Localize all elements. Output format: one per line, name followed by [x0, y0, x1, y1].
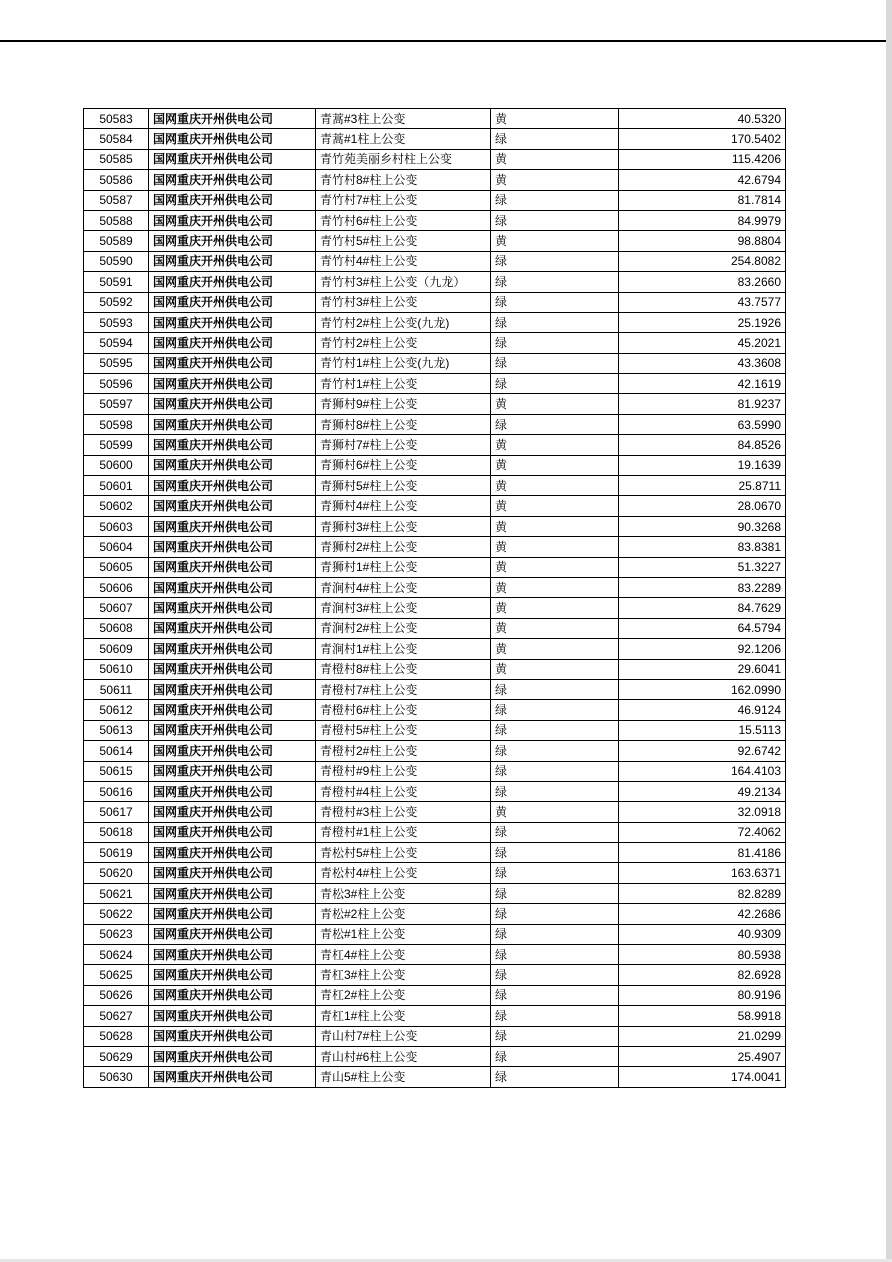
- cell-transformer-name: 青山5#柱上公变: [316, 1067, 491, 1087]
- cell-value: 170.5402: [619, 129, 786, 149]
- cell-company: 国网重庆开州供电公司: [149, 1067, 316, 1087]
- cell-company: 国网重庆开州供电公司: [149, 557, 316, 577]
- cell-status: 绿: [491, 1026, 619, 1046]
- cell-id: 50623: [84, 924, 149, 944]
- table-row: [84, 863, 786, 883]
- cell-id: 50611: [84, 679, 149, 699]
- cell-company: 国网重庆开州供电公司: [149, 700, 316, 720]
- table-row: [84, 679, 786, 699]
- cell-transformer-name: 青橙村#1柱上公变: [316, 822, 491, 842]
- cell-transformer-name: 青竹村8#柱上公变: [316, 170, 491, 190]
- cell-value: 43.7577: [619, 292, 786, 312]
- cell-id: 50600: [84, 455, 149, 475]
- cell-transformer-name: 青蒿#3柱上公变: [316, 109, 491, 129]
- cell-transformer-name: 青竹村2#柱上公变: [316, 333, 491, 353]
- cell-id: 50599: [84, 435, 149, 455]
- cell-company: 国网重庆开州供电公司: [149, 129, 316, 149]
- cell-value: 254.8082: [619, 251, 786, 271]
- cell-status: 绿: [491, 822, 619, 842]
- cell-value: 82.8289: [619, 883, 786, 903]
- cell-id: 50598: [84, 414, 149, 434]
- cell-value: 92.1206: [619, 639, 786, 659]
- table-row: [84, 210, 786, 230]
- cell-id: 50617: [84, 802, 149, 822]
- cell-value: 46.9124: [619, 700, 786, 720]
- cell-value: 28.0670: [619, 496, 786, 516]
- table-row: [84, 435, 786, 455]
- table-row: [84, 741, 786, 761]
- cell-value: 25.4907: [619, 1046, 786, 1066]
- cell-transformer-name: 青狮村6#柱上公变: [316, 455, 491, 475]
- cell-company: 国网重庆开州供电公司: [149, 109, 316, 129]
- cell-transformer-name: 青竹村4#柱上公变: [316, 251, 491, 271]
- cell-transformer-name: 青竹村3#柱上公变（九龙）: [316, 272, 491, 292]
- cell-transformer-name: 青杠3#柱上公变: [316, 965, 491, 985]
- cell-id: 50614: [84, 741, 149, 761]
- cell-status: 黄: [491, 394, 619, 414]
- table-row: [84, 781, 786, 801]
- table-row: [84, 1046, 786, 1066]
- cell-company: 国网重庆开州供电公司: [149, 659, 316, 679]
- cell-transformer-name: 青杠4#柱上公变: [316, 945, 491, 965]
- cell-company: 国网重庆开州供电公司: [149, 496, 316, 516]
- cell-id: 50625: [84, 965, 149, 985]
- cell-company: 国网重庆开州供电公司: [149, 1046, 316, 1066]
- cell-company: 国网重庆开州供电公司: [149, 210, 316, 230]
- cell-status: 绿: [491, 863, 619, 883]
- cell-id: 50610: [84, 659, 149, 679]
- cell-status: 绿: [491, 1006, 619, 1026]
- cell-transformer-name: 青狮村8#柱上公变: [316, 414, 491, 434]
- cell-value: 98.8804: [619, 231, 786, 251]
- cell-transformer-name: 青竹苑美丽乡村柱上公变: [316, 149, 491, 169]
- cell-company: 国网重庆开州供电公司: [149, 639, 316, 659]
- cell-value: 42.6794: [619, 170, 786, 190]
- cell-transformer-name: 青狮村7#柱上公变: [316, 435, 491, 455]
- cell-company: 国网重庆开州供电公司: [149, 863, 316, 883]
- cell-id: 50627: [84, 1006, 149, 1026]
- cell-value: 15.5113: [619, 720, 786, 740]
- cell-transformer-name: 青狮村9#柱上公变: [316, 394, 491, 414]
- cell-company: 国网重庆开州供电公司: [149, 679, 316, 699]
- cell-value: 51.3227: [619, 557, 786, 577]
- cell-transformer-name: 青蒿#1柱上公变: [316, 129, 491, 149]
- cell-status: 绿: [491, 190, 619, 210]
- cell-transformer-name: 青橙村5#柱上公变: [316, 720, 491, 740]
- cell-status: 绿: [491, 312, 619, 332]
- cell-transformer-name: 青涧村1#柱上公变: [316, 639, 491, 659]
- cell-company: 国网重庆开州供电公司: [149, 537, 316, 557]
- table-row: [84, 476, 786, 496]
- cell-status: 绿: [491, 945, 619, 965]
- cell-status: 黄: [491, 149, 619, 169]
- cell-company: 国网重庆开州供电公司: [149, 1006, 316, 1026]
- cell-transformer-name: 青竹村1#柱上公变(九龙): [316, 353, 491, 373]
- cell-status: 绿: [491, 904, 619, 924]
- cell-id: 50593: [84, 312, 149, 332]
- cell-status: 绿: [491, 251, 619, 271]
- table-body: [84, 109, 786, 1088]
- cell-status: 绿: [491, 129, 619, 149]
- cell-value: 21.0299: [619, 1026, 786, 1046]
- cell-id: 50612: [84, 700, 149, 720]
- cell-status: 绿: [491, 965, 619, 985]
- cell-id: 50629: [84, 1046, 149, 1066]
- table-row: [84, 190, 786, 210]
- cell-transformer-name: 青橙村#9柱上公变: [316, 761, 491, 781]
- cell-id: 50607: [84, 598, 149, 618]
- cell-value: 29.6041: [619, 659, 786, 679]
- cell-value: 42.1619: [619, 374, 786, 394]
- cell-id: 50594: [84, 333, 149, 353]
- cell-company: 国网重庆开州供电公司: [149, 883, 316, 903]
- table-row: [84, 394, 786, 414]
- cell-company: 国网重庆开州供电公司: [149, 292, 316, 312]
- cell-company: 国网重庆开州供电公司: [149, 945, 316, 965]
- cell-transformer-name: 青竹村2#柱上公变(九龙): [316, 312, 491, 332]
- cell-company: 国网重庆开州供电公司: [149, 476, 316, 496]
- cell-id: 50604: [84, 537, 149, 557]
- cell-status: 绿: [491, 761, 619, 781]
- cell-value: 84.8526: [619, 435, 786, 455]
- cell-transformer-name: 青狮村3#柱上公变: [316, 516, 491, 536]
- cell-value: 49.2134: [619, 781, 786, 801]
- cell-company: 国网重庆开州供电公司: [149, 843, 316, 863]
- cell-company: 国网重庆开州供电公司: [149, 190, 316, 210]
- cell-value: 32.0918: [619, 802, 786, 822]
- cell-company: 国网重庆开州供电公司: [149, 414, 316, 434]
- cell-value: 25.8711: [619, 476, 786, 496]
- cell-company: 国网重庆开州供电公司: [149, 761, 316, 781]
- cell-status: 黄: [491, 496, 619, 516]
- table-row: [84, 924, 786, 944]
- cell-transformer-name: 青竹村1#柱上公变: [316, 374, 491, 394]
- cell-value: 81.7814: [619, 190, 786, 210]
- table-row: [84, 414, 786, 434]
- cell-value: 19.1639: [619, 455, 786, 475]
- table-row: [84, 965, 786, 985]
- cell-status: 黄: [491, 598, 619, 618]
- cell-company: 国网重庆开州供电公司: [149, 516, 316, 536]
- cell-id: 50605: [84, 557, 149, 577]
- cell-company: 国网重庆开州供电公司: [149, 312, 316, 332]
- cell-id: 50596: [84, 374, 149, 394]
- cell-id: 50584: [84, 129, 149, 149]
- table-row: [84, 1026, 786, 1046]
- cell-status: 绿: [491, 414, 619, 434]
- cell-company: 国网重庆开州供电公司: [149, 435, 316, 455]
- data-table: [83, 108, 786, 1088]
- cell-id: 50628: [84, 1026, 149, 1046]
- cell-company: 国网重庆开州供电公司: [149, 231, 316, 251]
- cell-id: 50613: [84, 720, 149, 740]
- cell-transformer-name: 青橙村7#柱上公变: [316, 679, 491, 699]
- cell-status: 绿: [491, 985, 619, 1005]
- cell-transformer-name: 青松#2柱上公变: [316, 904, 491, 924]
- cell-transformer-name: 青橙村2#柱上公变: [316, 741, 491, 761]
- table-row: [84, 292, 786, 312]
- table-row: [84, 312, 786, 332]
- cell-status: 绿: [491, 333, 619, 353]
- table-row: [84, 577, 786, 597]
- cell-value: 58.9918: [619, 1006, 786, 1026]
- cell-transformer-name: 青狮村4#柱上公变: [316, 496, 491, 516]
- cell-company: 国网重庆开州供电公司: [149, 333, 316, 353]
- cell-company: 国网重庆开州供电公司: [149, 149, 316, 169]
- table-row: [84, 129, 786, 149]
- cell-value: 40.9309: [619, 924, 786, 944]
- table-row: [84, 945, 786, 965]
- cell-transformer-name: 青山村7#柱上公变: [316, 1026, 491, 1046]
- cell-id: 50622: [84, 904, 149, 924]
- cell-status: 绿: [491, 741, 619, 761]
- cell-id: 50620: [84, 863, 149, 883]
- table-row: [84, 537, 786, 557]
- cell-transformer-name: 青橙村6#柱上公变: [316, 700, 491, 720]
- cell-id: 50590: [84, 251, 149, 271]
- cell-value: 63.5990: [619, 414, 786, 434]
- cell-company: 国网重庆开州供电公司: [149, 170, 316, 190]
- cell-transformer-name: 青松#1柱上公变: [316, 924, 491, 944]
- cell-company: 国网重庆开州供电公司: [149, 1026, 316, 1046]
- cell-value: 64.5794: [619, 618, 786, 638]
- cell-id: 50615: [84, 761, 149, 781]
- cell-value: 163.6371: [619, 863, 786, 883]
- cell-value: 81.4186: [619, 843, 786, 863]
- cell-value: 72.4062: [619, 822, 786, 842]
- cell-value: 82.6928: [619, 965, 786, 985]
- cell-transformer-name: 青竹村6#柱上公变: [316, 210, 491, 230]
- page-right-edge: [886, 0, 892, 1262]
- cell-company: 国网重庆开州供电公司: [149, 781, 316, 801]
- cell-company: 国网重庆开州供电公司: [149, 802, 316, 822]
- cell-status: 绿: [491, 272, 619, 292]
- table-row: [84, 822, 786, 842]
- cell-status: 黄: [491, 557, 619, 577]
- cell-status: 绿: [491, 353, 619, 373]
- table-row: [84, 170, 786, 190]
- cell-value: 115.4206: [619, 149, 786, 169]
- cell-status: 黄: [491, 577, 619, 597]
- cell-company: 国网重庆开州供电公司: [149, 720, 316, 740]
- cell-company: 国网重庆开州供电公司: [149, 577, 316, 597]
- cell-value: 80.5938: [619, 945, 786, 965]
- cell-company: 国网重庆开州供电公司: [149, 822, 316, 842]
- cell-id: 50591: [84, 272, 149, 292]
- table-row: [84, 455, 786, 475]
- table-row: [84, 1067, 786, 1087]
- cell-status: 绿: [491, 374, 619, 394]
- table-row: [84, 374, 786, 394]
- table-row: [84, 904, 786, 924]
- table-row: [84, 272, 786, 292]
- cell-id: 50621: [84, 883, 149, 903]
- cell-status: 绿: [491, 720, 619, 740]
- cell-company: 国网重庆开州供电公司: [149, 741, 316, 761]
- cell-status: 绿: [491, 700, 619, 720]
- cell-transformer-name: 青涧村4#柱上公变: [316, 577, 491, 597]
- cell-status: 黄: [491, 618, 619, 638]
- cell-transformer-name: 青松3#柱上公变: [316, 883, 491, 903]
- cell-value: 81.9237: [619, 394, 786, 414]
- cell-status: 绿: [491, 1067, 619, 1087]
- cell-value: 83.8381: [619, 537, 786, 557]
- cell-transformer-name: 青涧村2#柱上公变: [316, 618, 491, 638]
- cell-transformer-name: 青松村5#柱上公变: [316, 843, 491, 863]
- cell-status: 黄: [491, 435, 619, 455]
- table-row: [84, 333, 786, 353]
- cell-transformer-name: 青山村#6柱上公变: [316, 1046, 491, 1066]
- cell-id: 50597: [84, 394, 149, 414]
- table-row: [84, 109, 786, 129]
- cell-value: 90.3268: [619, 516, 786, 536]
- table-row: [84, 883, 786, 903]
- cell-status: 绿: [491, 292, 619, 312]
- cell-company: 国网重庆开州供电公司: [149, 374, 316, 394]
- cell-value: 25.1926: [619, 312, 786, 332]
- cell-status: 黄: [491, 455, 619, 475]
- cell-value: 174.0041: [619, 1067, 786, 1087]
- table-row: [84, 496, 786, 516]
- cell-id: 50592: [84, 292, 149, 312]
- table-row: [84, 231, 786, 251]
- cell-transformer-name: 青涧村3#柱上公变: [316, 598, 491, 618]
- cell-company: 国网重庆开州供电公司: [149, 272, 316, 292]
- cell-id: 50606: [84, 577, 149, 597]
- cell-id: 50603: [84, 516, 149, 536]
- cell-company: 国网重庆开州供电公司: [149, 985, 316, 1005]
- cell-id: 50624: [84, 945, 149, 965]
- cell-id: 50630: [84, 1067, 149, 1087]
- cell-value: 162.0990: [619, 679, 786, 699]
- cell-status: 黄: [491, 639, 619, 659]
- cell-value: 83.2289: [619, 577, 786, 597]
- cell-company: 国网重庆开州供电公司: [149, 353, 316, 373]
- table-row: [84, 557, 786, 577]
- cell-status: 绿: [491, 1046, 619, 1066]
- cell-id: 50587: [84, 190, 149, 210]
- cell-value: 92.6742: [619, 741, 786, 761]
- cell-transformer-name: 青狮村5#柱上公变: [316, 476, 491, 496]
- cell-status: 黄: [491, 476, 619, 496]
- table-row: [84, 149, 786, 169]
- cell-id: 50626: [84, 985, 149, 1005]
- cell-id: 50589: [84, 231, 149, 251]
- table-row: [84, 618, 786, 638]
- cell-status: 绿: [491, 843, 619, 863]
- cell-id: 50608: [84, 618, 149, 638]
- table-row: [84, 1006, 786, 1026]
- cell-id: 50583: [84, 109, 149, 129]
- cell-status: 黄: [491, 659, 619, 679]
- cell-value: 83.2660: [619, 272, 786, 292]
- cell-id: 50618: [84, 822, 149, 842]
- cell-status: 黄: [491, 802, 619, 822]
- table-row: [84, 659, 786, 679]
- table-row: [84, 720, 786, 740]
- cell-status: 绿: [491, 781, 619, 801]
- cell-transformer-name: 青竹村7#柱上公变: [316, 190, 491, 210]
- cell-value: 40.5320: [619, 109, 786, 129]
- cell-transformer-name: 青橙村#3柱上公变: [316, 802, 491, 822]
- table-row: [84, 700, 786, 720]
- table-row: [84, 985, 786, 1005]
- cell-id: 50595: [84, 353, 149, 373]
- table-row: [84, 353, 786, 373]
- cell-id: 50585: [84, 149, 149, 169]
- cell-company: 国网重庆开州供电公司: [149, 251, 316, 271]
- cell-company: 国网重庆开州供电公司: [149, 598, 316, 618]
- table-row: [84, 802, 786, 822]
- table-row: [84, 843, 786, 863]
- cell-company: 国网重庆开州供电公司: [149, 618, 316, 638]
- table-row: [84, 639, 786, 659]
- cell-value: 84.9979: [619, 210, 786, 230]
- cell-company: 国网重庆开州供电公司: [149, 904, 316, 924]
- cell-company: 国网重庆开州供电公司: [149, 965, 316, 985]
- cell-id: 50609: [84, 639, 149, 659]
- cell-transformer-name: 青狮村1#柱上公变: [316, 557, 491, 577]
- cell-id: 50588: [84, 210, 149, 230]
- cell-value: 43.3608: [619, 353, 786, 373]
- cell-transformer-name: 青橙村#4柱上公变: [316, 781, 491, 801]
- cell-status: 黄: [491, 109, 619, 129]
- cell-status: 黄: [491, 537, 619, 557]
- cell-company: 国网重庆开州供电公司: [149, 455, 316, 475]
- cell-status: 绿: [491, 924, 619, 944]
- cell-value: 42.2686: [619, 904, 786, 924]
- page-top-rule: [0, 40, 892, 42]
- cell-value: 45.2021: [619, 333, 786, 353]
- cell-transformer-name: 青竹村3#柱上公变: [316, 292, 491, 312]
- table-row: [84, 761, 786, 781]
- table-row: [84, 516, 786, 536]
- cell-transformer-name: 青松村4#柱上公变: [316, 863, 491, 883]
- table-row: [84, 598, 786, 618]
- cell-status: 绿: [491, 210, 619, 230]
- cell-status: 黄: [491, 231, 619, 251]
- cell-transformer-name: 青橙村8#柱上公变: [316, 659, 491, 679]
- cell-id: 50616: [84, 781, 149, 801]
- cell-value: 164.4103: [619, 761, 786, 781]
- cell-transformer-name: 青杠2#柱上公变: [316, 985, 491, 1005]
- cell-status: 黄: [491, 170, 619, 190]
- cell-status: 绿: [491, 679, 619, 699]
- cell-id: 50602: [84, 496, 149, 516]
- cell-transformer-name: 青杠1#柱上公变: [316, 1006, 491, 1026]
- cell-company: 国网重庆开州供电公司: [149, 394, 316, 414]
- cell-value: 80.9196: [619, 985, 786, 1005]
- table-row: [84, 251, 786, 271]
- cell-transformer-name: 青狮村2#柱上公变: [316, 537, 491, 557]
- cell-transformer-name: 青竹村5#柱上公变: [316, 231, 491, 251]
- cell-id: 50601: [84, 476, 149, 496]
- cell-status: 绿: [491, 883, 619, 903]
- cell-company: 国网重庆开州供电公司: [149, 924, 316, 944]
- cell-id: 50586: [84, 170, 149, 190]
- cell-value: 84.7629: [619, 598, 786, 618]
- cell-id: 50619: [84, 843, 149, 863]
- cell-status: 黄: [491, 516, 619, 536]
